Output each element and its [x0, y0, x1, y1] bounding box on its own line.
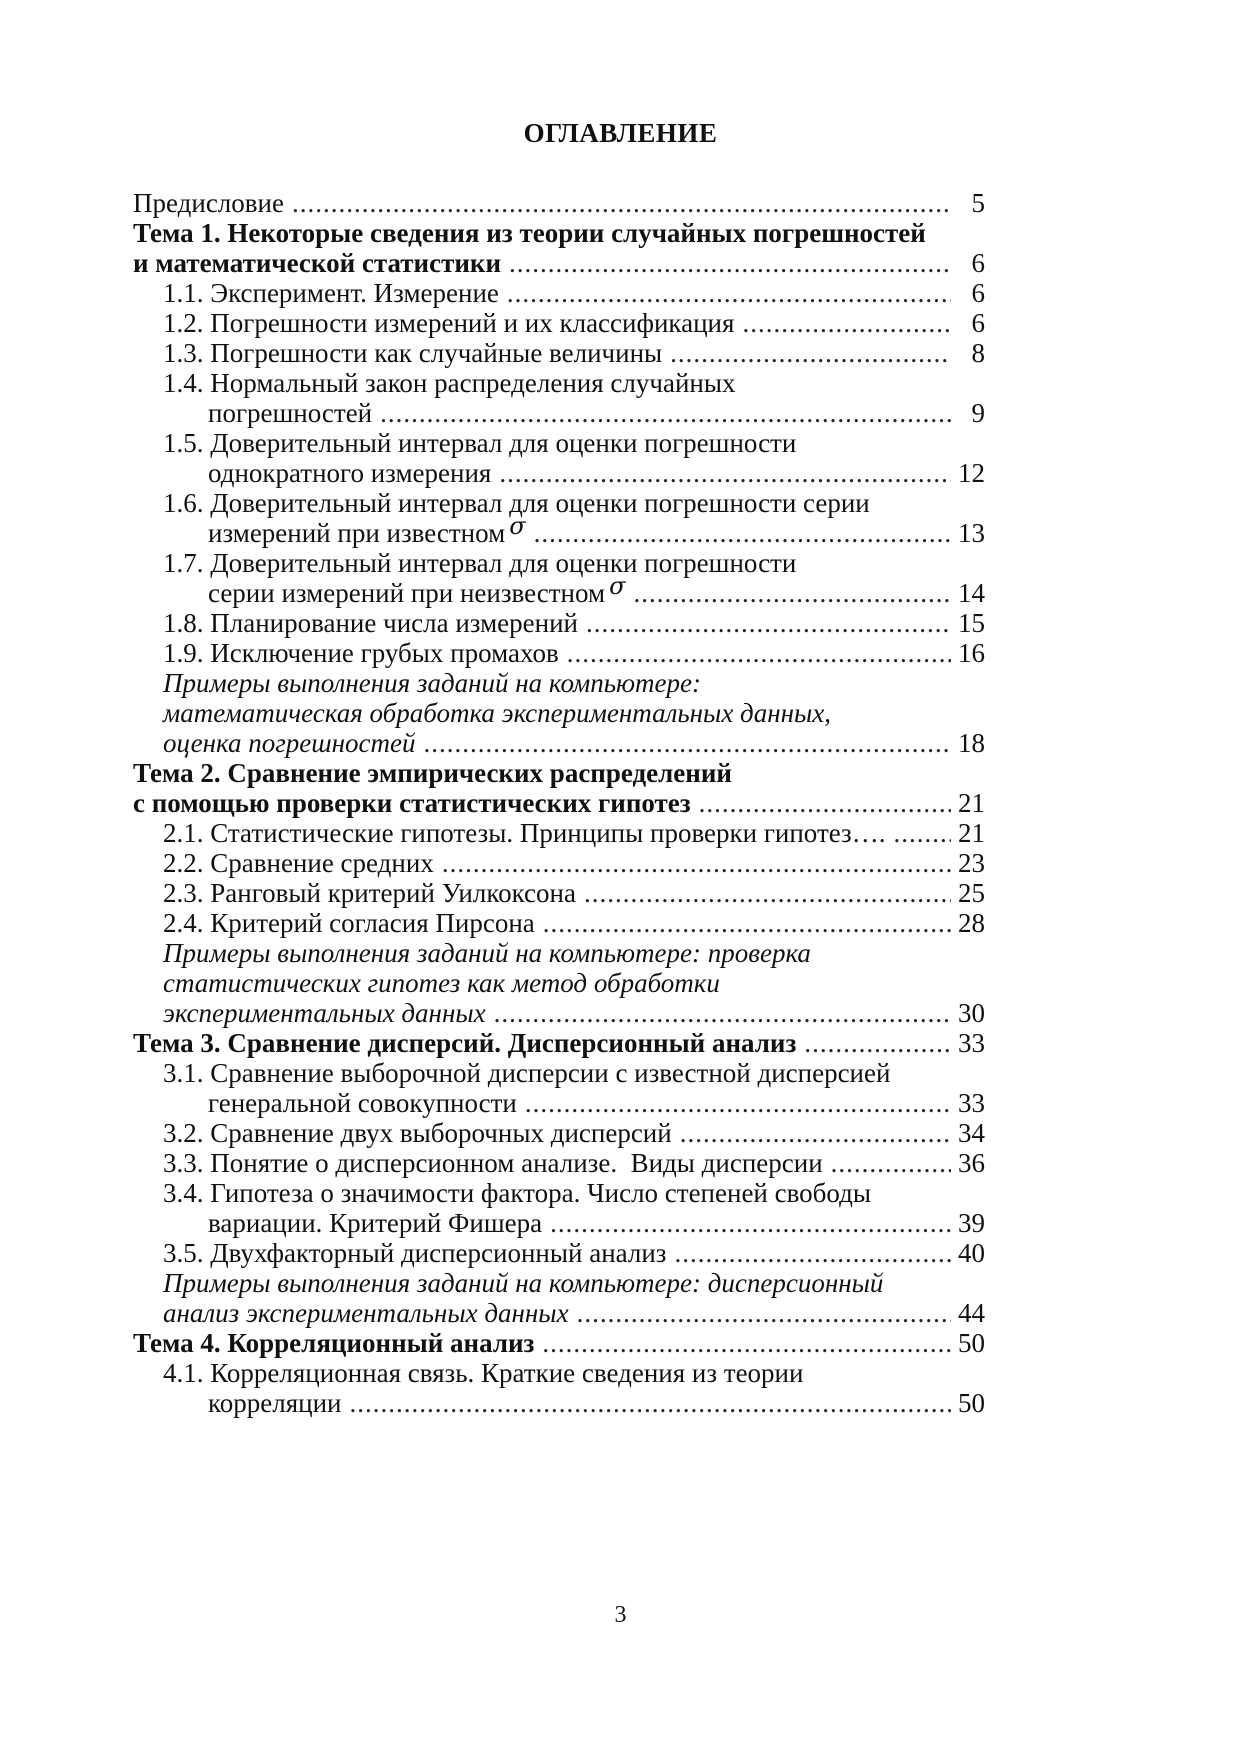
page-ref: 50: [958, 1328, 985, 1358]
leader-dots: [699, 786, 951, 820]
entry-text: Доверительный интервал для оценки погрешности серии: [210, 488, 870, 518]
leader-dots: [509, 246, 951, 280]
leader-dots: [670, 336, 951, 370]
entry-text: Примеры выполнения заданий на компьютере:: [163, 668, 701, 698]
toc-examples-3[interactable]: [163, 1266, 985, 1300]
page-ref: 36: [958, 1148, 985, 1178]
toc-entry-1-9[interactable]: [163, 636, 985, 670]
page-ref: 12: [958, 458, 985, 488]
entry-text: Нормальный закон распределения случайных: [210, 368, 736, 398]
entry-text: Планирование числа измерений: [210, 608, 578, 638]
page-ref: 21: [958, 818, 985, 848]
toc-entry-1-4-cont[interactable]: [208, 396, 985, 430]
toc-entry-1-5[interactable]: [163, 426, 985, 460]
leader-dots: [804, 1026, 951, 1060]
section-number: 1.5.: [163, 428, 204, 458]
leader-dots: [680, 1116, 951, 1150]
entry-text: экспериментальных данных: [163, 998, 486, 1028]
toc-examples-1-cont2[interactable]: [163, 726, 985, 760]
page-ref: 33: [958, 1088, 985, 1118]
toc-entry-2-3[interactable]: [163, 876, 985, 910]
sigma-symbol: σ: [609, 572, 626, 600]
leader-dots: [292, 186, 951, 220]
toc-topic-2-heading[interactable]: [133, 756, 985, 790]
toc-entry-1-7[interactable]: [163, 546, 985, 580]
toc-topic-2-heading-cont[interactable]: [133, 786, 985, 820]
leader-dots: [567, 636, 951, 670]
toc-entry-1-2[interactable]: [163, 306, 985, 340]
entry-text: вариации. Критерий Фишера: [208, 1208, 543, 1238]
entry-text: Примеры выполнения заданий на компьютере: проверка: [163, 938, 811, 968]
entry-text: Сравнение выборочной дисперсии с известной дисперсией: [210, 1058, 891, 1088]
toc-examples-2[interactable]: [163, 936, 985, 970]
entry-text: Корреляционная связь. Краткие сведения из теории: [210, 1358, 804, 1388]
page-ref: 5: [971, 188, 985, 218]
toc-entry-3-5[interactable]: [163, 1236, 985, 1270]
section-number: 3.2.: [163, 1118, 204, 1148]
toc-entry-2-4[interactable]: [163, 906, 985, 940]
entry-text: Доверительный интервал для оценки погрешности: [210, 548, 797, 578]
entry-text: Сравнение двух выборочных дисперсий: [210, 1118, 672, 1148]
toc-entry-preface[interactable]: [133, 186, 985, 220]
section-number: 1.4.: [163, 368, 204, 398]
entry-text: Тема 3. Сравнение дисперсий. Дисперсионный анализ: [133, 1028, 797, 1058]
leader-dots: [831, 1146, 951, 1180]
toc-entry-1-8[interactable]: [163, 606, 985, 640]
page-ref: 28: [958, 908, 985, 938]
toc-entry-3-1-cont[interactable]: [208, 1086, 985, 1120]
page-ref: 13: [958, 518, 985, 548]
page-ref: 6: [971, 308, 985, 338]
section-number: 3.1.: [163, 1058, 204, 1088]
toc-entry-2-1[interactable]: [163, 816, 985, 850]
page-ref: 23: [958, 848, 985, 878]
toc-entry-4-1-cont[interactable]: [208, 1386, 985, 1420]
toc-entry-3-4-cont[interactable]: [208, 1206, 985, 1240]
leader-dots: [507, 276, 951, 310]
page-number: 3: [614, 1602, 627, 1628]
section-number: 3.5.: [163, 1238, 204, 1268]
toc-entry-1-1[interactable]: [163, 276, 985, 310]
entry-text: математическая обработка экспериментальных данных,: [163, 698, 832, 728]
page-ref: 6: [971, 278, 985, 308]
entry-text: Предисловие: [133, 188, 284, 218]
entry-text: Примеры выполнения заданий на компьютере: дисперсионный: [163, 1268, 884, 1298]
entry-text: погрешностей: [208, 398, 373, 428]
entry-text: Ранговый критерий Уилкоксона: [210, 878, 576, 908]
leader-dots: [550, 1206, 951, 1240]
leader-dots: [424, 726, 951, 760]
section-number: 3.4.: [163, 1178, 204, 1208]
toc-topic-4-heading[interactable]: [133, 1326, 985, 1360]
page-ref: 8: [971, 338, 985, 368]
page-ref: 30: [958, 998, 985, 1028]
toc-entry-1-6[interactable]: [163, 486, 985, 520]
leader-dots: [893, 816, 951, 850]
toc-topic-1-heading[interactable]: [133, 216, 985, 250]
page-ref: 18: [958, 728, 985, 758]
page-ref: 44: [958, 1298, 985, 1328]
leader-dots: [674, 1236, 951, 1270]
entry-text: Исключение грубых промахов: [210, 638, 559, 668]
leader-dots: [525, 1086, 951, 1120]
page-ref: 50: [958, 1388, 985, 1418]
section-number: 2.3.: [163, 878, 204, 908]
section-number: 3.3.: [163, 1148, 204, 1178]
toc-entry-1-6-cont[interactable]: [208, 512, 985, 550]
toc-examples-1[interactable]: [163, 666, 985, 700]
entry-text: генеральной совокупности: [208, 1088, 517, 1118]
page-ref: 39: [958, 1208, 985, 1238]
sigma-symbol: σ: [509, 512, 526, 540]
section-number: 1.2.: [163, 308, 204, 338]
section-number: 2.2.: [163, 848, 204, 878]
section-number: 2.4.: [163, 908, 204, 938]
page-ref: 21: [958, 788, 985, 818]
page-ref: 6: [971, 248, 985, 278]
leader-dots: [349, 1386, 951, 1420]
section-number: 1.6.: [163, 488, 204, 518]
entry-text: Эксперимент. Измерение: [210, 278, 499, 308]
entry-text: серии измерений при неизвестном: [208, 578, 606, 608]
entry-text: Погрешности как случайные величины: [210, 338, 663, 368]
entry-text: Статистические гипотезы. Принципы проверки гипотез….: [210, 818, 886, 848]
toc-entry-3-3[interactable]: [163, 1146, 985, 1180]
toc-examples-3-cont[interactable]: [163, 1296, 985, 1330]
toc-entry-1-4[interactable]: [163, 366, 985, 400]
entry-text: и математической статистики: [133, 248, 502, 278]
leader-dots: [577, 1296, 951, 1330]
leader-dots: [534, 516, 951, 550]
entry-text: Доверительный интервал для оценки погрешности: [210, 428, 797, 458]
page-ref: 16: [958, 638, 985, 668]
leader-dots: [586, 606, 951, 640]
page-ref: 34: [958, 1118, 985, 1148]
toc-entry-1-7-cont[interactable]: [208, 572, 985, 610]
section-number: 1.3.: [163, 338, 204, 368]
entry-text: Сравнение средних: [210, 848, 434, 878]
leader-dots: [742, 306, 951, 340]
toc-entry-3-1[interactable]: [163, 1056, 985, 1090]
page-ref: 14: [958, 578, 985, 608]
entry-text: Понятие о дисперсионном анализе. Виды дисперсии: [210, 1148, 823, 1178]
section-number: 1.1.: [163, 278, 204, 308]
entry-text: Гипотеза о значимости фактора. Число степеней свободы: [210, 1178, 872, 1208]
toc-entry-4-1[interactable]: [163, 1356, 985, 1390]
section-number: 2.1.: [163, 818, 204, 848]
leader-dots: [442, 846, 951, 880]
toc-examples-2-cont[interactable]: [163, 966, 985, 1000]
entry-text: измерений при известном: [208, 518, 506, 548]
leader-dots: [584, 876, 951, 910]
entry-text: корреляции: [208, 1388, 342, 1418]
entry-text: Погрешности измерений и их классификация: [210, 308, 735, 338]
entry-text: анализ экспериментальных данных: [163, 1298, 569, 1328]
entry-text: Критерий согласия Пирсона: [210, 908, 535, 938]
toc-entry-3-2[interactable]: [163, 1116, 985, 1150]
page-ref: 9: [971, 398, 985, 428]
leader-dots: [633, 576, 951, 610]
section-number: 4.1.: [163, 1358, 204, 1388]
toc-entry-1-5-cont[interactable]: [208, 456, 985, 490]
toc-title: ОГЛАВЛЕНИЕ: [523, 118, 718, 148]
toc-topic-3-heading[interactable]: [133, 1026, 985, 1060]
entry-text: статистических гипотез как метод обработки: [163, 968, 720, 998]
leader-dots: [380, 396, 951, 430]
page-ref: 25: [958, 878, 985, 908]
entry-text: Двухфакторный дисперсионный анализ: [210, 1238, 667, 1268]
entry-text: однократного измерения: [208, 458, 492, 488]
entry-text: Тема 4. Корреляционный анализ: [133, 1328, 535, 1358]
page-ref: 33: [958, 1028, 985, 1058]
section-number: 1.8.: [163, 608, 204, 638]
entry-text: оценка погрешностей: [163, 728, 416, 758]
entry-text: с помощью проверки статистических гипотез: [133, 788, 691, 818]
toc-examples-2-cont2[interactable]: [163, 996, 985, 1030]
entry-text: Тема 1. Некоторые сведения из теории случайных погрешностей: [133, 218, 926, 248]
entry-text: Тема 2. Сравнение эмпирических распределений: [133, 758, 732, 788]
toc-entry-2-2[interactable]: [163, 846, 985, 880]
section-number: 1.9.: [163, 638, 204, 668]
leader-dots: [499, 456, 951, 490]
toc-examples-1-cont[interactable]: [163, 696, 985, 730]
leader-dots: [543, 906, 951, 940]
page-ref: 40: [958, 1238, 985, 1268]
leader-dots: [494, 996, 951, 1030]
toc-entry-3-4[interactable]: [163, 1176, 985, 1210]
toc-topic-1-heading-cont[interactable]: [133, 246, 985, 280]
section-number: 1.7.: [163, 548, 204, 578]
page-ref: 15: [958, 608, 985, 638]
toc-entry-1-3[interactable]: [163, 336, 985, 370]
leader-dots: [542, 1326, 951, 1360]
